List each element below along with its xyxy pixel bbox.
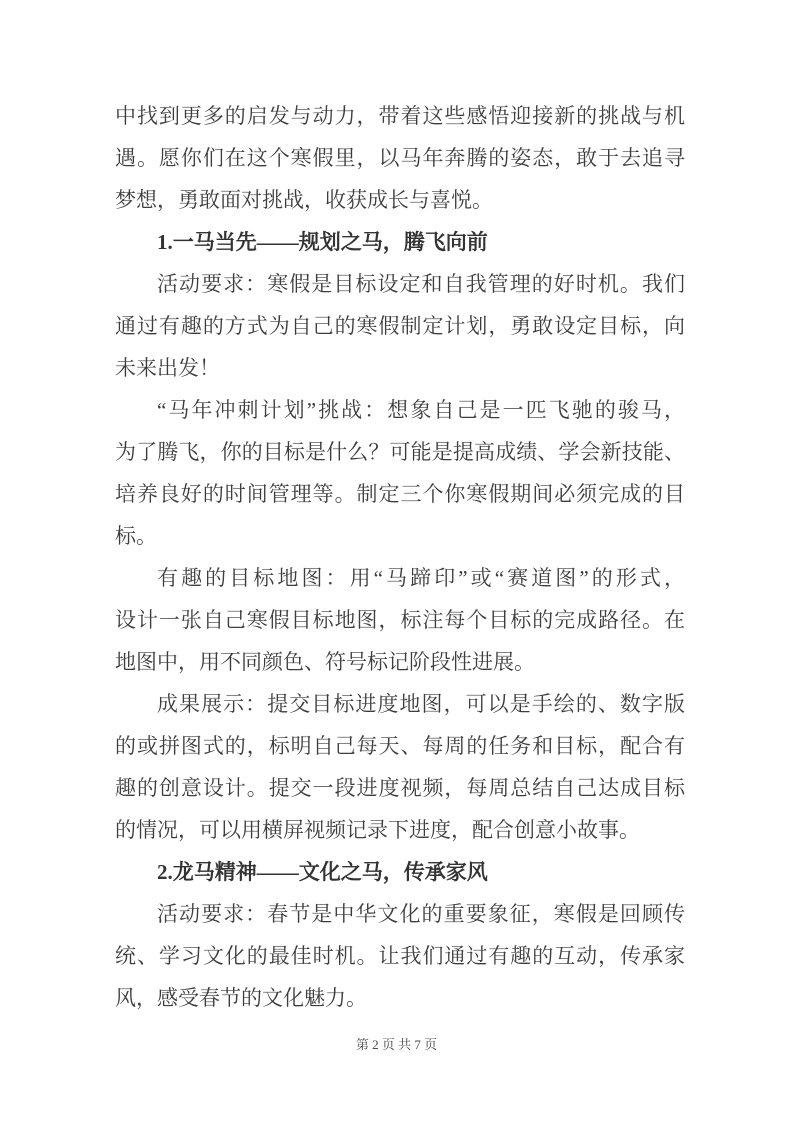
text-line: 成果展示：提交目标进度地图，可以是手绘的、数字版 — [157, 692, 685, 716]
text-line: 设计一张自己寒假目标地图，标注每个目标的完成路径。在 — [115, 608, 685, 632]
text-line: 的或拼图式的，标明自己每天、每周的任务和目标，配合有 — [115, 734, 685, 758]
text-line: 有趣的目标地图：用“马蹄印”或“赛道图”的形式， — [157, 566, 685, 590]
document-content — [115, 95, 685, 1019]
text-line: 遇。愿你们在这个寒假里，以马年奔腾的姿态，敢于去追寻 — [115, 146, 685, 170]
text-line: 梦想，勇敢面对挑战，收获成长与喜悦。 — [115, 188, 493, 212]
text-line: 培养良好的时间管理等。制定三个你寒假期间必须完成的目 — [115, 482, 685, 506]
text-line: 地图中，用不同颜色、符号标记阶段性进展。 — [115, 650, 535, 674]
text-line: 统、学习文化的最佳时机。让我们通过有趣的互动，传承家 — [115, 944, 685, 968]
page-footer: 第 2 页 共 7 页 — [355, 1037, 438, 1052]
text-line: 标。 — [115, 524, 157, 548]
section-heading-1: 1.一马当先——规划之马，腾飞向前 — [157, 230, 488, 254]
section-heading-2: 2.龙马精神——文化之马，传承家风 — [157, 860, 488, 884]
text-line: 中找到更多的启发与动力，带着这些感悟迎接新的挑战与机 — [115, 104, 685, 128]
text-line: 活动要求：春节是中华文化的重要象征，寒假是回顾传 — [157, 902, 685, 926]
text-line: 通过有趣的方式为自己的寒假制定计划，勇敢设定目标，向 — [115, 314, 685, 338]
text-line: 的情况，可以用横屏视频记录下进度，配合创意小故事。 — [115, 818, 640, 842]
text-line: 趣的创意设计。提交一段进度视频，每周总结自己达成目标 — [115, 776, 685, 800]
text-line: 为了腾飞，你的目标是什么？可能是提高成绩、学会新技能、 — [115, 440, 685, 464]
text-line: 风，感受春节的文化魅力。 — [115, 986, 367, 1010]
text-line: 活动要求：寒假是目标设定和自我管理的好时机。我们 — [157, 272, 685, 296]
text-line: “马年冲刺计划”挑战：想象自己是一匹飞驰的骏马， — [157, 398, 685, 422]
text-line: 未来出发！ — [115, 356, 220, 380]
